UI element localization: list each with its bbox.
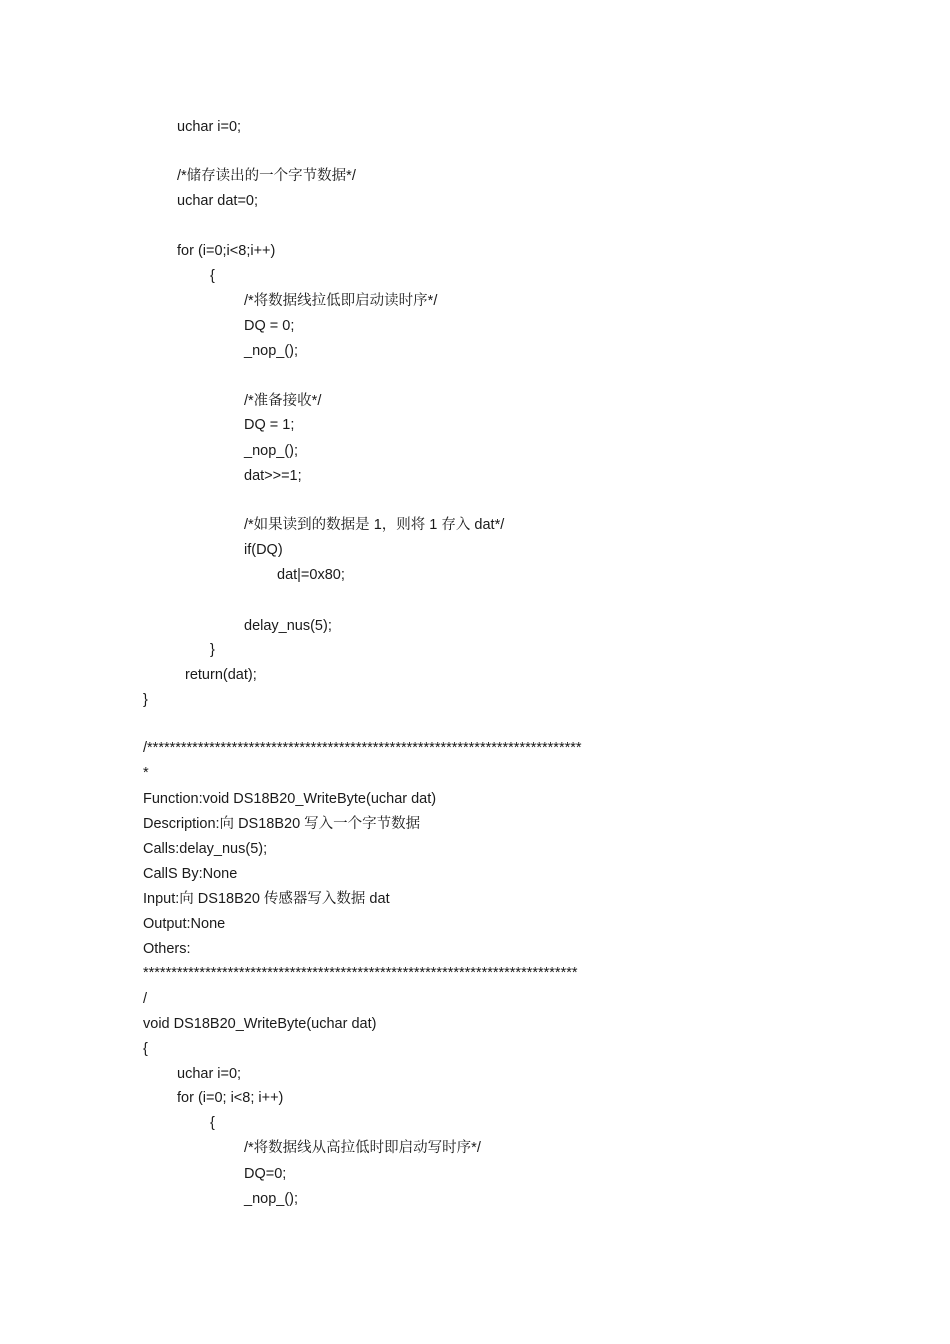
code-line: DQ = 0; bbox=[244, 318, 295, 334]
code-line: uchar i=0; bbox=[177, 1066, 242, 1082]
doc-comment-line: Calls:delay_nus(5); bbox=[143, 841, 268, 857]
code-comment: /*储存读出的一个字节数据*/ bbox=[177, 168, 356, 184]
doc-comment-line: Others: bbox=[143, 941, 191, 957]
code-line: for (i=0; i<8; i++) bbox=[177, 1090, 284, 1106]
code-brace: { bbox=[210, 1115, 215, 1131]
code-line: _nop_(); bbox=[244, 443, 299, 459]
doc-comment-line: CallS By:None bbox=[143, 866, 238, 882]
code-comment: /*准备接收*/ bbox=[244, 393, 322, 409]
code-line: dat|=0x80; bbox=[277, 567, 345, 583]
doc-comment-line: Function:void DS18B20_WriteByte(uchar dat) bbox=[143, 791, 437, 807]
comment-border-bottom: / bbox=[143, 991, 148, 1007]
code-comment: /*将数据线从高拉低时即启动写时序*/ bbox=[244, 1140, 481, 1156]
doc-comment-line: Description:向 DS18B20 写入一个字节数据 bbox=[143, 816, 421, 832]
comment-border-top: /***************************************************************************** bbox=[143, 740, 582, 756]
code-line: return(dat); bbox=[185, 667, 257, 683]
comment-border-bottom: ***************************************************************************** bbox=[143, 965, 578, 981]
code-line: DQ=0; bbox=[244, 1166, 287, 1182]
doc-comment-line: Output:None bbox=[143, 916, 226, 932]
code-comment: /*将数据线拉低即启动读时序*/ bbox=[244, 293, 438, 309]
code-line: dat>>=1; bbox=[244, 468, 302, 484]
code-comment: /*如果读到的数据是 1，则将 1 存入 dat*/ bbox=[244, 517, 505, 533]
code-line: _nop_(); bbox=[244, 343, 299, 359]
code-line: uchar dat=0; bbox=[177, 193, 259, 209]
function-signature: void DS18B20_WriteByte(uchar dat) bbox=[143, 1016, 377, 1032]
code-line: DQ = 1; bbox=[244, 417, 295, 433]
code-line: _nop_(); bbox=[244, 1191, 299, 1207]
code-line: uchar i=0; bbox=[177, 119, 242, 135]
code-brace: { bbox=[143, 1041, 148, 1057]
doc-comment-line: Input:向 DS18B20 传感器写入数据 dat bbox=[143, 891, 390, 907]
comment-border-top: * bbox=[143, 765, 149, 781]
code-brace: { bbox=[210, 268, 215, 284]
code-line: delay_nus(5); bbox=[244, 618, 332, 634]
code-line: for (i=0;i<8;i++) bbox=[177, 243, 276, 259]
code-brace: } bbox=[210, 642, 215, 658]
code-line: if(DQ) bbox=[244, 542, 283, 558]
code-brace: } bbox=[143, 692, 148, 708]
